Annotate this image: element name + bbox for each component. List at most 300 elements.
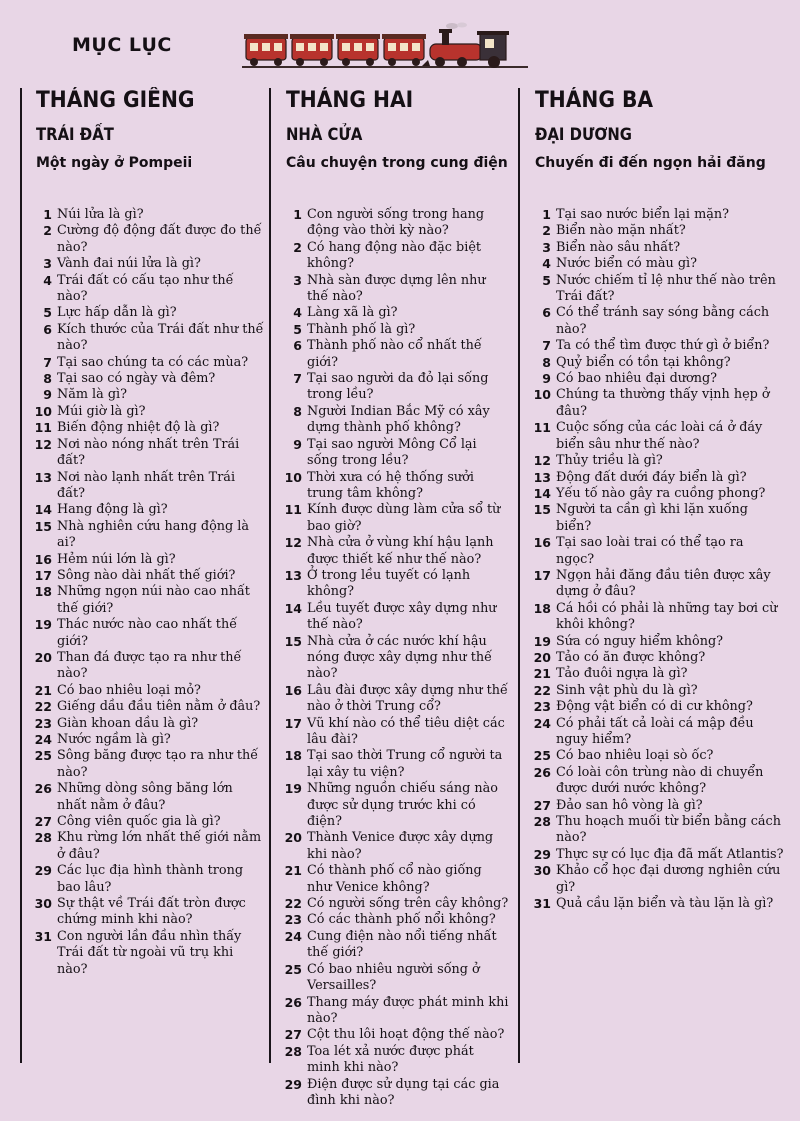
train-car-1 <box>244 34 288 66</box>
entry-number: 18 <box>533 600 551 616</box>
toc-entry <box>286 634 510 683</box>
entry-question: Tại sao có ngày và đêm? <box>57 371 216 387</box>
toc-entry <box>36 404 264 420</box>
entry-question: Ta có thể tìm được thứ gì ở biển? <box>556 338 770 354</box>
entry-number: 27 <box>533 797 551 813</box>
toc-entry <box>535 535 785 568</box>
entry-question: Có thể tránh say sóng bằng cách nào? <box>556 305 770 337</box>
toc-entry <box>535 748 785 764</box>
toc-entry <box>535 453 785 469</box>
entry-question: Biển nào sâu nhất? <box>556 239 681 255</box>
entry-number: 14 <box>34 502 52 518</box>
entry-question: Làng xã là gì? <box>307 305 398 321</box>
toc-entry <box>535 716 785 749</box>
column-divider <box>518 88 520 1063</box>
entry-question: Nơi nào nóng nhất trên Trái đất? <box>57 436 240 469</box>
toc-entry <box>535 601 785 634</box>
entry-question: Lâu đài được xây dựng như thế nào ở thời Trung cổ? <box>307 682 508 715</box>
entry-question: Tại sao thời Trung cổ người ta lại xây tu viện? <box>307 748 503 780</box>
toc-entry <box>535 207 785 223</box>
entry-question: Tại sao chúng ta có các mùa? <box>57 354 249 370</box>
entry-number: 6 <box>542 305 551 321</box>
entry-number: 26 <box>533 764 551 780</box>
entry-number: 25 <box>34 748 52 764</box>
entry-number: 11 <box>533 420 551 436</box>
entry-question: Ngọn hải đăng đầu tiên được xây dựng ở đâu? <box>556 567 771 600</box>
entry-question: Có các thành phố nổi không? <box>307 912 496 928</box>
toc-entry <box>286 1077 510 1110</box>
entry-question: Có hang động nào đặc biệt không? <box>307 239 482 272</box>
entry-number: 24 <box>533 715 551 731</box>
toc-entry <box>36 748 264 781</box>
entry-question: Động đất dưới đáy biển là gì? <box>556 469 747 485</box>
entry-question: Những dòng sông băng lớn nhất nằm ở đâu? <box>57 781 233 813</box>
entry-question: Nhà cửa ở vùng khí hậu lạnh được thiết kế như thế nào? <box>307 535 494 567</box>
entry-number: 17 <box>533 567 551 583</box>
toc-entry <box>286 240 510 273</box>
entry-question: Sông băng được tạo ra như thế nào? <box>57 748 259 780</box>
entry-number: 26 <box>34 781 52 797</box>
page-title: MỤC LỤC <box>72 34 172 56</box>
entry-number: 5 <box>542 272 551 288</box>
entry-question: Nhà cửa ở các nước khí hậu nóng được xây dựng như thế nào? <box>307 633 492 682</box>
entry-question: Hang động là gì? <box>57 502 168 518</box>
entry-number: 4 <box>293 305 302 321</box>
entry-question: Núi lửa là gì? <box>57 207 144 222</box>
entry-question: Thủy triều là gì? <box>556 453 663 469</box>
entry-question: Có bao nhiêu loại mỏ? <box>57 682 201 698</box>
entry-question: Con người lần đầu nhìn thấy Trái đất từ ngoài vũ trụ khi nào? <box>57 928 242 977</box>
toc-entry <box>36 814 264 830</box>
entry-question: Nơi nào lạnh nhất trên Trái đất? <box>57 469 236 501</box>
entry-number: 4 <box>43 272 52 288</box>
entry-number: 9 <box>293 436 302 452</box>
toc-entry <box>286 830 510 863</box>
toc-entry <box>36 371 264 387</box>
entry-number: 28 <box>34 830 52 846</box>
entry-question: Những ngọn núi nào cao nhất thế giới? <box>57 584 250 616</box>
toc-entry <box>286 929 510 962</box>
toc-entry <box>535 256 785 272</box>
toc-entry <box>286 470 510 503</box>
entry-question: Có loài côn trùng nào di chuyển được dưới nước không? <box>556 764 764 797</box>
toc-entry <box>535 502 785 535</box>
entry-question: Nhà nghiên cứu hang động là ai? <box>57 518 249 551</box>
entry-number: 10 <box>533 387 551 403</box>
entry-question: Múi giờ là gì? <box>57 403 146 419</box>
toc-entry <box>535 814 785 847</box>
toc-entry <box>286 1027 510 1043</box>
entry-question: Điện được sử dụng tại các gia đình khi nào? <box>307 1076 500 1108</box>
entry-number: 22 <box>34 699 52 715</box>
entry-number: 13 <box>34 469 52 485</box>
toc-entry <box>36 470 264 503</box>
entry-number: 7 <box>293 371 302 387</box>
entry-number: 7 <box>43 354 52 370</box>
entry-question: Thực sự có lục địa đã mất Atlantis? <box>556 846 784 862</box>
entry-number: 2 <box>542 223 551 239</box>
entry-question: Chúng ta thường thấy vịnh hẹp ở đâu? <box>556 387 770 419</box>
toc-entry <box>36 732 264 748</box>
entry-question: Sự thật về Trái đất tròn được chứng minh khi nào? <box>57 896 246 928</box>
toc-entry <box>36 896 264 929</box>
entry-question: Cột thu lôi hoạt động thế nào? <box>307 1027 505 1043</box>
toc-entry <box>36 584 264 617</box>
toc-entry <box>36 305 264 321</box>
entry-number: 9 <box>43 387 52 403</box>
toc-entry <box>36 552 264 568</box>
entry-question: Yếu tố nào gây ra cuồng phong? <box>556 485 766 501</box>
question-list <box>286 207 510 1109</box>
entry-question: Có người sống trên cây không? <box>307 896 509 912</box>
entry-number: 21 <box>284 863 302 879</box>
entry-question: Có thành phố cổ nào giống như Venice không? <box>307 863 482 895</box>
entry-number: 4 <box>542 256 551 272</box>
entry-number: 28 <box>284 1043 302 1059</box>
month-heading: THÁNG HAI <box>286 88 414 113</box>
toc-entry <box>286 601 510 634</box>
toc-entry <box>535 486 785 502</box>
entry-number: 17 <box>34 567 52 583</box>
toc-entry <box>36 322 264 355</box>
entry-number: 15 <box>34 518 52 534</box>
toc-entry <box>535 470 785 486</box>
toc-entry <box>36 863 264 896</box>
train-track <box>242 66 528 68</box>
story-title: Chuyến đi đến ngọn hải đăng <box>535 155 766 171</box>
entry-question: Người Indian Bắc Mỹ có xây dựng thành phố không? <box>307 403 490 436</box>
toc-entry <box>36 617 264 650</box>
entry-number: 27 <box>34 814 52 830</box>
entry-question: Quỷ biển có tồn tại không? <box>556 354 731 370</box>
toc-entry <box>535 223 785 239</box>
entry-number: 21 <box>533 666 551 682</box>
toc-entry <box>286 535 510 568</box>
entry-number: 30 <box>34 896 52 912</box>
toc-entry <box>286 716 510 749</box>
column-divider <box>269 88 271 1063</box>
entry-number: 1 <box>542 207 551 222</box>
entry-question: Con người sống trong hang động vào thời kỳ nào? <box>307 207 485 239</box>
entry-number: 16 <box>34 551 52 567</box>
toc-entry <box>535 863 785 896</box>
entry-question: Giếng dầu đầu tiên nằm ở đâu? <box>57 699 261 715</box>
entry-number: 19 <box>284 781 302 797</box>
entry-question: Thác nước nào cao nhất thế giới? <box>57 617 238 649</box>
month-column-2 <box>286 82 510 1109</box>
toc-entry <box>286 683 510 716</box>
toc-entry <box>36 781 264 814</box>
entry-number: 11 <box>34 420 52 436</box>
entry-number: 24 <box>34 732 52 747</box>
toc-entry <box>286 322 510 338</box>
entry-question: Biển nào mặn nhất? <box>556 223 686 239</box>
entry-number: 9 <box>542 371 551 387</box>
entry-question: Các lục địa hình thành trong bao lâu? <box>57 863 244 895</box>
toc-entry <box>535 798 785 814</box>
entry-number: 6 <box>43 321 52 337</box>
entry-number: 18 <box>34 584 52 600</box>
entry-number: 1 <box>43 207 52 222</box>
month-column-3 <box>535 82 785 912</box>
entry-number: 6 <box>293 338 302 354</box>
toc-entry <box>535 568 785 601</box>
train-illustration <box>240 22 540 72</box>
entry-number: 7 <box>542 338 551 354</box>
entry-question: Kính được dùng làm cửa sổ từ bao giờ? <box>307 502 501 534</box>
entry-number: 24 <box>284 928 302 944</box>
toc-entry <box>535 765 785 798</box>
question-list <box>36 207 264 978</box>
toc-entry <box>36 568 264 584</box>
train-car-3 <box>336 34 380 66</box>
entry-number: 23 <box>533 699 551 715</box>
entry-number: 5 <box>43 305 52 321</box>
toc-entry <box>286 371 510 404</box>
entry-question: Tại sao loài trai có thể tạo ra ngọc? <box>556 535 744 567</box>
entry-question: Cuộc sống của các loài cá ở đáy biển sâu như thế nào? <box>556 420 763 452</box>
entry-question: Lực hấp dẫn là gì? <box>57 305 177 321</box>
toc-entry <box>36 830 264 863</box>
entry-number: 31 <box>533 896 551 912</box>
entry-number: 22 <box>284 896 302 912</box>
entry-question: Quả cầu lặn biển và tàu lặn là gì? <box>556 896 774 912</box>
toc-entry <box>286 273 510 306</box>
entry-number: 10 <box>34 403 52 419</box>
entry-question: Đảo san hô vòng là gì? <box>556 797 703 813</box>
toc-entry <box>286 207 510 240</box>
entry-number: 28 <box>533 814 551 830</box>
entry-number: 29 <box>533 846 551 862</box>
entry-question: Sông nào dài nhất thế giới? <box>57 567 236 583</box>
entry-number: 1 <box>293 207 302 222</box>
toc-entry <box>535 896 785 912</box>
toc-entry <box>535 305 785 338</box>
entry-number: 16 <box>533 535 551 551</box>
entry-question: Kích thước của Trái đất như thế nào? <box>57 321 264 354</box>
entry-number: 12 <box>34 436 52 452</box>
toc-entry <box>36 699 264 715</box>
entry-question: Có bao nhiêu đại dương? <box>556 371 718 387</box>
entry-question: Năm là gì? <box>57 387 127 403</box>
entry-question: Cung điện nào nổi tiếng nhất thế giới? <box>307 928 497 961</box>
entry-question: Vành đai núi lửa là gì? <box>57 256 201 272</box>
toc-entry <box>36 519 264 552</box>
entry-number: 16 <box>284 682 302 698</box>
entry-question: Thành phố nào cổ nhất thế giới? <box>307 338 482 370</box>
toc-entry <box>36 929 264 978</box>
entry-question: Người ta cần gì khi lặn xuống biển? <box>556 502 748 534</box>
toc-entry <box>535 420 785 453</box>
entry-number: 29 <box>284 1076 302 1092</box>
toc-entry <box>286 995 510 1028</box>
entry-question: Lều tuyết được xây dựng như thế nào? <box>307 600 497 633</box>
entry-number: 20 <box>533 649 551 665</box>
toc-entry <box>535 355 785 371</box>
entry-number: 13 <box>533 469 551 485</box>
entry-question: Tảo có ăn được không? <box>556 649 706 665</box>
entry-question: Nhà sàn được dựng lên như thế nào? <box>307 272 486 305</box>
toc-entry <box>286 912 510 928</box>
entry-number: 29 <box>34 863 52 879</box>
column-divider <box>20 88 22 1063</box>
entry-question: Biến động nhiệt độ là gì? <box>57 420 220 436</box>
toc-entry <box>286 502 510 535</box>
entry-question: Những nguồn chiếu sáng nào được sử dụng trước khi có điện? <box>307 781 498 830</box>
train-car-2 <box>290 34 334 66</box>
entry-number: 14 <box>533 485 551 501</box>
entry-number: 19 <box>34 617 52 633</box>
entry-question: Ở trong lều tuyết có lạnh không? <box>307 567 471 600</box>
entry-number: 23 <box>34 715 52 731</box>
topic-heading: TRÁI ĐẤT <box>36 125 114 144</box>
month-heading: THÁNG BA <box>535 88 654 113</box>
topic-heading: NHÀ CỬA <box>286 125 363 144</box>
entry-number: 19 <box>533 633 551 649</box>
entry-number: 26 <box>284 994 302 1010</box>
entry-question: Nước biển có màu gì? <box>556 256 698 272</box>
toc-entry <box>286 748 510 781</box>
entry-number: 22 <box>533 682 551 698</box>
toc-entry <box>535 273 785 306</box>
toc-entry <box>535 847 785 863</box>
entry-number: 23 <box>284 912 302 928</box>
entry-question: Giàn khoan dầu là gì? <box>57 715 199 731</box>
entry-question: Khu rừng lớn nhất thế giới nằm ở đâu? <box>57 830 262 862</box>
entry-number: 8 <box>43 371 52 387</box>
entry-number: 10 <box>284 469 302 485</box>
toc-entry <box>535 650 785 666</box>
entry-question: Động vật biển có di cư không? <box>556 699 753 715</box>
toc-entry <box>535 699 785 715</box>
toc-entry <box>286 338 510 371</box>
train-smoke <box>446 23 467 30</box>
entry-number: 20 <box>34 649 52 665</box>
toc-entry <box>286 437 510 470</box>
entry-number: 17 <box>284 715 302 731</box>
entry-question: Sứa có nguy hiểm không? <box>556 633 724 649</box>
entry-question: Có phải tất cả loài cá mập đều nguy hiểm? <box>556 715 754 747</box>
question-list <box>535 207 785 912</box>
entry-number: 21 <box>34 682 52 698</box>
train-car-4 <box>382 34 426 66</box>
entry-number: 12 <box>533 453 551 469</box>
entry-question: Nước ngầm là gì? <box>57 732 171 747</box>
toc-entry <box>286 1044 510 1077</box>
toc-entry <box>36 420 264 436</box>
toc-entry <box>36 387 264 403</box>
entry-question: Thành Venice được xây dựng khi nào? <box>307 830 494 862</box>
entry-number: 3 <box>43 256 52 272</box>
entry-question: Khảo cổ học đại dương nghiên cứu gì? <box>556 863 781 895</box>
toc-entry <box>535 387 785 420</box>
entry-number: 13 <box>284 567 302 583</box>
train-locomotive <box>422 29 509 68</box>
month-heading: THÁNG GIÊNG <box>36 88 195 113</box>
entry-number: 3 <box>293 272 302 288</box>
toc-entry <box>36 207 264 223</box>
entry-question: Có bao nhiêu người sống ở Versailles? <box>307 961 480 994</box>
entry-question: Vũ khí nào có thể tiêu diệt các lâu đài? <box>307 715 505 747</box>
entry-question: Tại sao người Mông Cổ lại sống trong lều? <box>307 436 477 469</box>
story-title: Một ngày ở Pompeii <box>36 155 193 171</box>
entry-number: 8 <box>293 403 302 419</box>
entry-number: 25 <box>533 748 551 764</box>
toc-entry <box>36 273 264 306</box>
entry-number: 8 <box>542 354 551 370</box>
entry-number: 18 <box>284 748 302 764</box>
toc-entry <box>535 634 785 650</box>
entry-number: 12 <box>284 535 302 551</box>
toc-entry <box>36 650 264 683</box>
toc-entry <box>286 568 510 601</box>
topic-heading: ĐẠI DƯƠNG <box>535 125 632 144</box>
entry-question: Tảo đuôi ngựa là gì? <box>556 666 688 682</box>
toc-entry <box>535 371 785 387</box>
entry-question: Than đá được tạo ra như thế nào? <box>57 649 242 682</box>
entry-question: Thời xưa có hệ thống sưởi trung tâm không? <box>307 469 474 501</box>
entry-question: Toa lét xả nước được phát minh khi nào? <box>307 1043 474 1076</box>
entry-question: Công viên quốc gia là gì? <box>57 814 221 830</box>
toc-entry <box>286 404 510 437</box>
entry-question: Thu hoạch muối từ biển bằng cách nào? <box>556 814 781 846</box>
entry-question: Nước chiếm tỉ lệ như thế nào trên Trái đất? <box>556 272 776 305</box>
entry-number: 5 <box>293 321 302 337</box>
entry-question: Tại sao nước biển lại mặn? <box>556 207 729 222</box>
toc-entry <box>535 338 785 354</box>
entry-question: Tại sao người da đỏ lại sống trong lều? <box>307 371 489 403</box>
toc-entry <box>36 716 264 732</box>
story-title: Câu chuyện trong cung điện <box>286 155 508 171</box>
toc-entry <box>286 962 510 995</box>
entry-question: Thang máy được phát minh khi nào? <box>307 994 509 1026</box>
month-column-1 <box>36 82 264 978</box>
entry-question: Sinh vật phù du là gì? <box>556 682 698 698</box>
entry-question: Cường độ động đất được đo thế nào? <box>57 223 262 255</box>
entry-number: 3 <box>542 239 551 255</box>
toc-entry <box>535 240 785 256</box>
toc-entry <box>36 223 264 256</box>
toc-entry <box>286 896 510 912</box>
toc-entry <box>36 437 264 470</box>
toc-entry <box>36 502 264 518</box>
toc-entry <box>535 683 785 699</box>
toc-entry <box>36 355 264 371</box>
entry-number: 25 <box>284 961 302 977</box>
entry-number: 14 <box>284 600 302 616</box>
entry-number: 2 <box>293 239 302 255</box>
toc-entry <box>286 781 510 830</box>
entry-number: 30 <box>533 863 551 879</box>
entry-question: Hẻm núi lớn là gì? <box>57 551 176 567</box>
toc-entry <box>535 666 785 682</box>
entry-number: 27 <box>284 1027 302 1043</box>
toc-entry <box>286 305 510 321</box>
entry-number: 20 <box>284 830 302 846</box>
toc-entry <box>36 683 264 699</box>
entry-number: 15 <box>533 502 551 518</box>
entry-number: 2 <box>43 223 52 239</box>
entry-question: Thành phố là gì? <box>307 321 416 337</box>
entry-question: Cá hồi có phải là những tay bơi cừ khôi không? <box>556 600 778 633</box>
toc-entry <box>286 863 510 896</box>
entry-number: 31 <box>34 928 52 944</box>
toc-entry <box>36 256 264 272</box>
entry-number: 15 <box>284 633 302 649</box>
entry-question: Có bao nhiêu loại sò ốc? <box>556 748 714 764</box>
entry-question: Trái đất có cấu tạo như thế nào? <box>57 272 234 305</box>
entry-number: 11 <box>284 502 302 518</box>
